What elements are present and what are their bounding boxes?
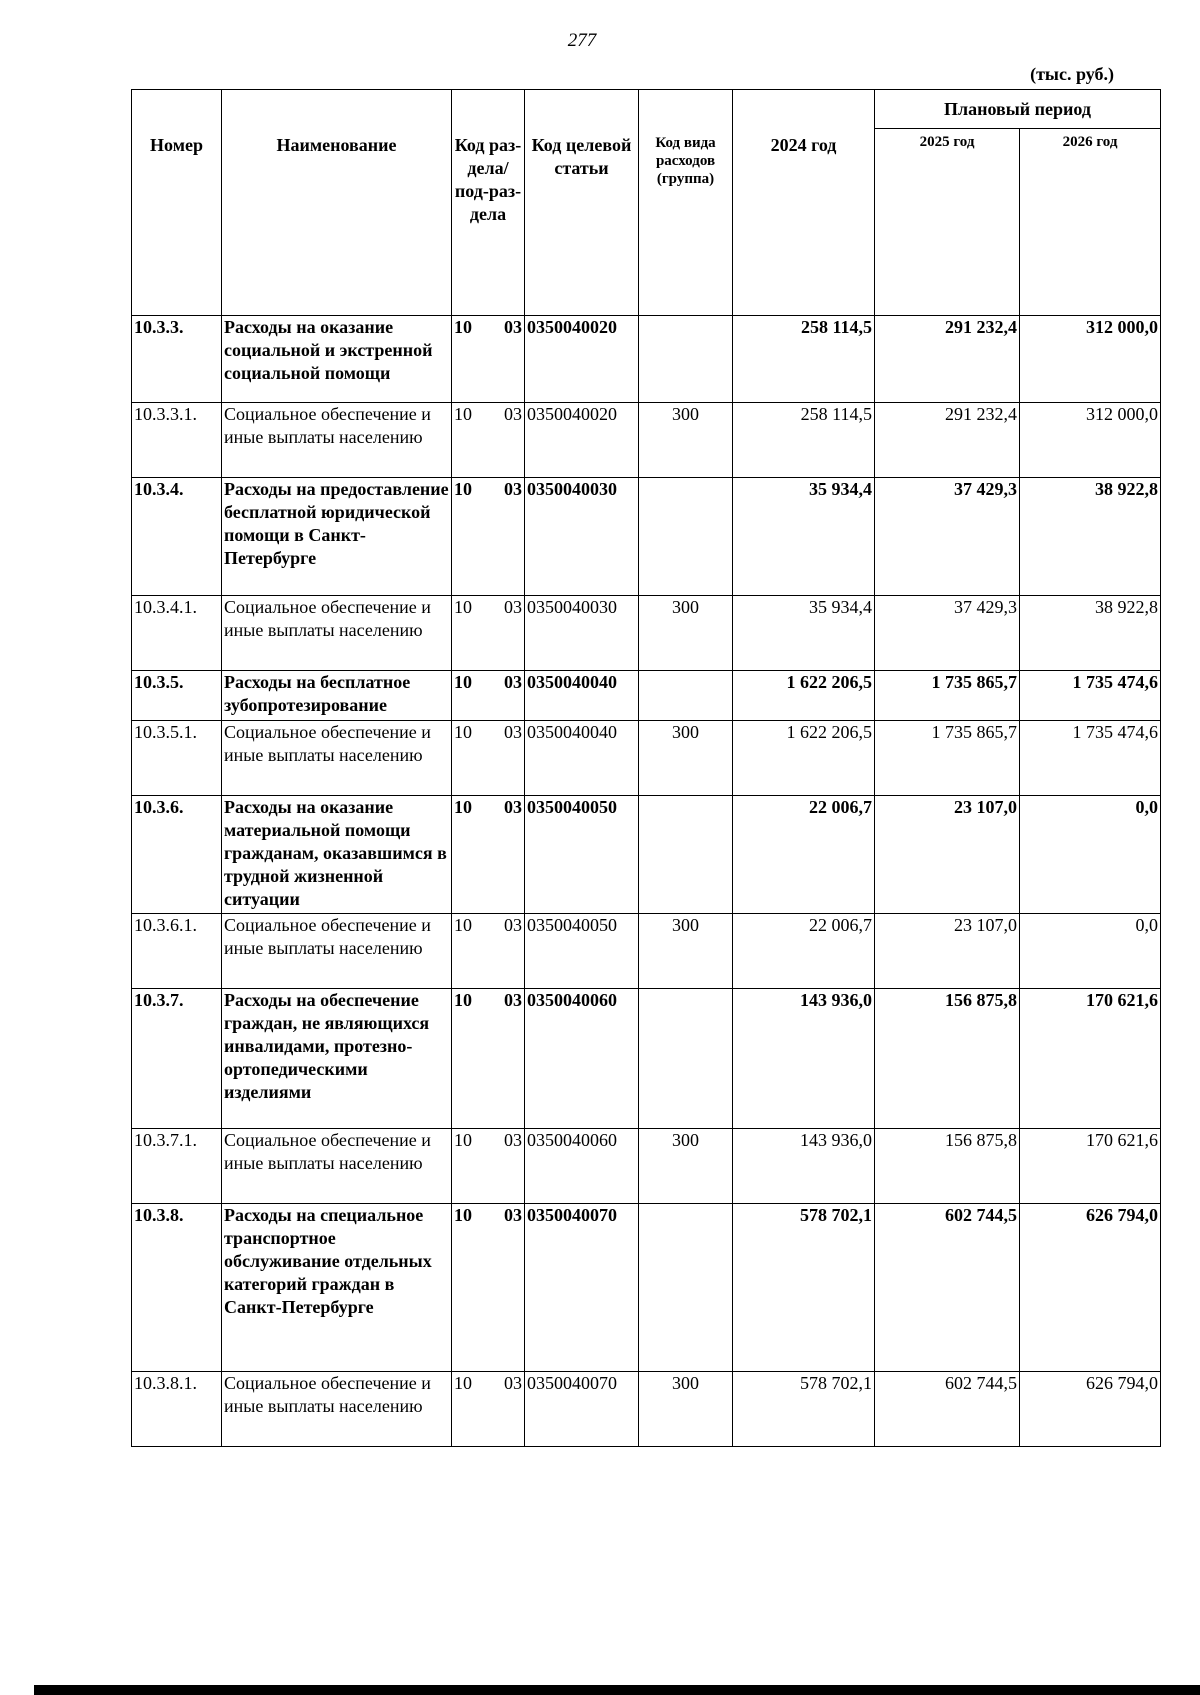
row-amount-2026: 312 000,0 [1020,403,1161,478]
table-row [132,914,1161,989]
row-name: Социальное обеспечение и иные выплаты населению [222,403,452,478]
row-target-code: 0350040030 [525,478,639,596]
row-amount-2024: 143 936,0 [733,1129,875,1204]
row-name: Расходы на специальное транспортное обслуживание отдельных категорий граждан в Санкт-Петербурге [222,1204,452,1372]
row-name: Расходы на обеспечение граждан, не являющихся инвалидами, протезно-ортопедическими изделиями [222,989,452,1129]
budget-table [131,89,1161,1447]
page-number: 277 [567,30,597,51]
row-number: 10.3.7. [132,989,222,1129]
row-amount-2026: 170 621,6 [1020,989,1161,1129]
header-planned-period: Плановый период [875,90,1161,129]
row-target-code: 0350040050 [525,914,639,989]
row-subsection: 03 [504,479,522,499]
row-amount-2026: 0,0 [1020,796,1161,914]
row-target-code: 0350040040 [525,721,639,796]
row-amount-2024: 578 702,1 [733,1372,875,1447]
row-subsection: 03 [504,797,522,817]
row-amount-2024: 143 936,0 [733,989,875,1129]
row-section: 10 [454,722,472,742]
row-amount-2024: 35 934,4 [733,478,875,596]
table-row [132,1129,1161,1204]
row-expense-type: 300 [639,721,733,796]
row-subsection: 03 [504,672,522,692]
row-expense-type: 300 [639,1129,733,1204]
row-expense-type: 300 [639,403,733,478]
row-amount-2025: 37 429,3 [875,596,1020,671]
row-section: 10 [454,797,472,817]
row-amount-2026: 38 922,8 [1020,596,1161,671]
table-row [132,478,1161,596]
row-section-code [452,596,525,671]
row-section: 10 [454,672,472,692]
row-section-code [452,478,525,596]
units-label: (тыс. руб.) [1030,64,1114,84]
table-row [132,671,1161,721]
row-target-code: 0350040060 [525,989,639,1129]
row-section: 10 [454,404,472,424]
row-amount-2024: 1 622 206,5 [733,671,875,721]
row-amount-2025: 156 875,8 [875,1129,1020,1204]
row-target-code: 0350040030 [525,596,639,671]
row-subsection: 03 [504,990,522,1010]
row-expense-type [639,671,733,721]
row-amount-2026: 38 922,8 [1020,478,1161,596]
row-target-code: 0350040020 [525,403,639,478]
page-bottom-bar [34,1685,1200,1695]
row-amount-2024: 1 622 206,5 [733,721,875,796]
row-amount-2025: 23 107,0 [875,796,1020,914]
row-target-code: 0350040070 [525,1204,639,1372]
row-section: 10 [454,1130,472,1150]
row-name: Расходы на бесплатное зубопротезирование [222,671,452,721]
header-name: Наименование [222,90,452,316]
row-section-code [452,1372,525,1447]
row-amount-2024: 35 934,4 [733,596,875,671]
row-section: 10 [454,1373,472,1393]
row-expense-type: 300 [639,1372,733,1447]
row-amount-2026: 626 794,0 [1020,1372,1161,1447]
row-section-code [452,1204,525,1372]
row-section-code [452,316,525,403]
row-number: 10.3.5. [132,671,222,721]
row-name: Социальное обеспечение и иные выплаты населению [222,596,452,671]
row-amount-2026: 0,0 [1020,914,1161,989]
row-section-code [452,796,525,914]
row-number: 10.3.8.1. [132,1372,222,1447]
row-number: 10.3.5.1. [132,721,222,796]
row-amount-2024: 258 114,5 [733,316,875,403]
row-section: 10 [454,1205,472,1225]
row-amount-2026: 312 000,0 [1020,316,1161,403]
row-number: 10.3.7.1. [132,1129,222,1204]
header-number: Номер [132,90,222,316]
row-number: 10.3.3.1. [132,403,222,478]
row-amount-2025: 291 232,4 [875,316,1020,403]
table-row [132,596,1161,671]
table-row [132,989,1161,1129]
row-name: Социальное обеспечение и иные выплаты населению [222,1372,452,1447]
row-section-code [452,914,525,989]
row-section: 10 [454,915,472,935]
header-year-2025: 2025 год [875,129,1020,316]
header-target-code: Код целевой статьи [525,90,639,316]
row-subsection: 03 [504,722,522,742]
header-section-code: Код раз-дела/ под-раз-дела [452,90,525,316]
row-name: Социальное обеспечение и иные выплаты населению [222,1129,452,1204]
table-body [132,316,1161,1447]
row-expense-type [639,1204,733,1372]
row-amount-2026: 170 621,6 [1020,1129,1161,1204]
row-amount-2026: 1 735 474,6 [1020,721,1161,796]
row-amount-2025: 37 429,3 [875,478,1020,596]
row-expense-type [639,796,733,914]
row-subsection: 03 [504,404,522,424]
row-amount-2024: 22 006,7 [733,914,875,989]
table-row [132,721,1161,796]
row-section-code [452,1129,525,1204]
row-section: 10 [454,597,472,617]
row-subsection: 03 [504,1205,522,1225]
row-target-code: 0350040060 [525,1129,639,1204]
row-amount-2024: 258 114,5 [733,403,875,478]
header-year-2024: 2024 год [733,90,875,316]
row-number: 10.3.8. [132,1204,222,1372]
table-row [132,796,1161,914]
header-year-2026: 2026 год [1020,129,1161,316]
row-target-code: 0350040050 [525,796,639,914]
row-target-code: 0350040020 [525,316,639,403]
row-number: 10.3.6. [132,796,222,914]
row-amount-2025: 1 735 865,7 [875,721,1020,796]
row-amount-2024: 22 006,7 [733,796,875,914]
table-row [132,403,1161,478]
table-row [132,1372,1161,1447]
row-section-code [452,721,525,796]
row-subsection: 03 [504,1130,522,1150]
row-amount-2025: 23 107,0 [875,914,1020,989]
row-section-code [452,403,525,478]
row-amount-2025: 602 744,5 [875,1372,1020,1447]
row-amount-2024: 578 702,1 [733,1204,875,1372]
row-name: Социальное обеспечение и иные выплаты населению [222,721,452,796]
row-subsection: 03 [504,317,522,337]
row-section: 10 [454,317,472,337]
row-subsection: 03 [504,915,522,935]
row-target-code: 0350040070 [525,1372,639,1447]
row-expense-type: 300 [639,596,733,671]
row-expense-type [639,989,733,1129]
row-section: 10 [454,990,472,1010]
row-amount-2025: 291 232,4 [875,403,1020,478]
row-section: 10 [454,479,472,499]
row-target-code: 0350040040 [525,671,639,721]
row-number: 10.3.3. [132,316,222,403]
row-amount-2025: 1 735 865,7 [875,671,1020,721]
row-name: Расходы на оказание социальной и экстренной социальной помощи [222,316,452,403]
row-amount-2025: 602 744,5 [875,1204,1020,1372]
row-number: 10.3.4. [132,478,222,596]
row-name: Социальное обеспечение и иные выплаты населению [222,914,452,989]
row-amount-2026: 1 735 474,6 [1020,671,1161,721]
row-amount-2025: 156 875,8 [875,989,1020,1129]
row-name: Расходы на оказание материальной помощи гражданам, оказавшимся в трудной жизненной ситуации [222,796,452,914]
row-expense-type: 300 [639,914,733,989]
row-expense-type [639,478,733,596]
row-amount-2026: 626 794,0 [1020,1204,1161,1372]
row-expense-type [639,316,733,403]
row-subsection: 03 [504,597,522,617]
row-section-code [452,671,525,721]
row-number: 10.3.6.1. [132,914,222,989]
header-expense-type-code: Код вида расходов (группа) [639,90,733,316]
row-name: Расходы на предоставление бесплатной юридической помощи в Санкт-Петербурге [222,478,452,596]
row-subsection: 03 [504,1373,522,1393]
table-row [132,316,1161,403]
table-row [132,1204,1161,1372]
row-number: 10.3.4.1. [132,596,222,671]
row-section-code [452,989,525,1129]
